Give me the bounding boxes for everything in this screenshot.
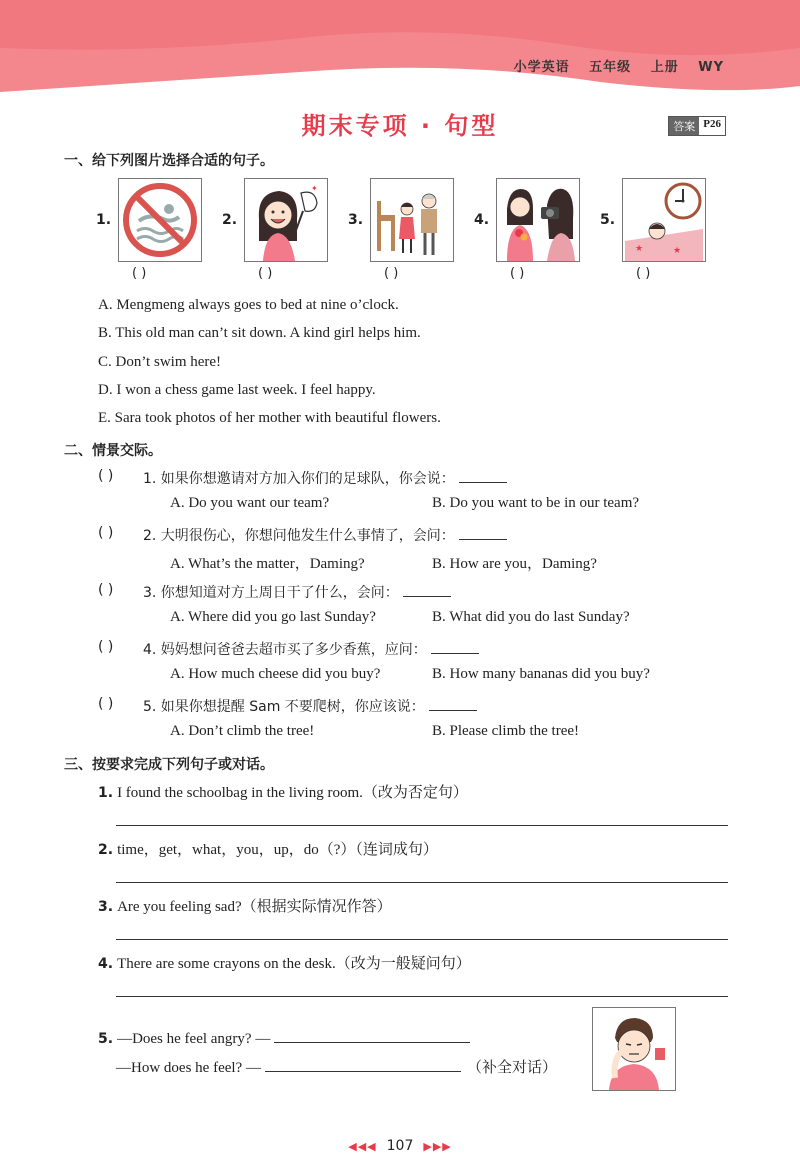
answer-write-line[interactable]: [116, 825, 728, 826]
section1-option-e: E. Sara took photos of her mother with beautiful flowers.: [98, 410, 441, 426]
answer-write-line[interactable]: [116, 939, 728, 940]
rewrite-item-3: [98, 895, 392, 916]
girl-bed-clock-icon: [622, 178, 706, 262]
rewrite-item-number: 3.: [98, 899, 114, 915]
rewrite-item-text: time，get，what，you，up，do（?）（连词成句）: [117, 842, 438, 858]
question-option-a: A. Don’t climb the tree!: [170, 723, 315, 739]
rewrite-item-1: [98, 781, 468, 802]
svg-text:✦: ✦: [311, 184, 318, 193]
question-stem-text: 1. 如果你想邀请对方加入你们的足球队，你会说：: [143, 471, 455, 487]
question-stem-text: 5. 如果你想提醒 Sam 不要爬树，你应该说：: [143, 699, 425, 715]
section3-title: 三、按要求完成下列句子或对话。: [64, 757, 274, 773]
question-answer-paren[interactable]: ( ): [98, 582, 114, 598]
rewrite-item-number: 4.: [98, 956, 114, 972]
picture-item-4: [474, 178, 584, 288]
dialogue-note: （补全对话）: [466, 1060, 557, 1076]
question-stem-text: 3. 你想知道对方上周日干了什么，会问：: [143, 585, 399, 601]
picture-answer-paren[interactable]: ( ): [384, 266, 399, 281]
picture-answer-paren[interactable]: ( ): [258, 266, 273, 281]
dialogue-answer-blank-1[interactable]: [274, 1028, 470, 1043]
dialogue-answer-blank-2[interactable]: [265, 1057, 461, 1072]
question-stem: [143, 639, 479, 659]
picture-item-1: [96, 178, 206, 288]
question-option-a: A. Where did you go last Sunday?: [170, 609, 376, 625]
section1-option-c: C. Don’t swim here!: [98, 354, 222, 370]
dialogue-line-2: [116, 1056, 557, 1077]
answer-blank[interactable]: [459, 525, 507, 540]
section1-option-a: A. Mengmeng always goes to bed at nine o’clock.: [98, 297, 399, 313]
question-option-b: B. How are you，Daming?: [432, 556, 597, 572]
photo-mother-flowers-icon: [496, 178, 580, 262]
question-option-a: A. How much cheese did you buy?: [170, 666, 381, 682]
question-answer-paren[interactable]: ( ): [98, 639, 114, 655]
answer-blank[interactable]: [429, 696, 477, 711]
rewrite-item-text: There are some crayons on the desk.（改为一般疑问句）: [117, 956, 471, 972]
rewrite-item-number: 2.: [98, 842, 114, 858]
page-number: 107: [386, 1138, 414, 1154]
girl-helps-old-man-icon: [370, 178, 454, 262]
svg-text:★: ★: [635, 244, 644, 254]
section2-title: 二、情景交际。: [64, 443, 162, 459]
answer-page: P26: [703, 118, 721, 130]
question-stem-text: 4. 妈妈想问爸爸去超市买了多少香蕉，应问：: [143, 642, 427, 658]
picture-number: 5.: [600, 212, 616, 228]
section1-title: 一、给下列图片选择合适的句子。: [64, 153, 274, 169]
question-option-b: B. How many bananas did you buy?: [432, 666, 650, 682]
dialogue-number: 5.: [98, 1031, 114, 1047]
answer-write-line[interactable]: [116, 882, 728, 883]
header-edition: WY: [698, 60, 724, 75]
picture-answer-paren[interactable]: ( ): [510, 266, 525, 281]
question-option-b: B. What did you do last Sunday?: [432, 609, 630, 625]
question-stem-text: 2. 大明很伤心，你想问他发生什么事情了，会问：: [143, 528, 455, 544]
picture-answer-paren[interactable]: ( ): [636, 266, 651, 281]
question-option-a: A. What’s the matter，Daming?: [170, 556, 365, 572]
section1-option-d: D. I won a chess game last week. I feel happy.: [98, 382, 376, 398]
svg-text:★: ★: [673, 246, 682, 256]
picture-item-2: [222, 178, 332, 288]
picture-number: 3.: [348, 212, 364, 228]
question-stem: [143, 468, 507, 488]
picture-number: 4.: [474, 212, 490, 228]
picture-number: 2.: [222, 212, 238, 228]
rewrite-item-4: [98, 952, 471, 973]
rewrite-item-number: 1.: [98, 785, 114, 801]
answer-blank[interactable]: [431, 639, 479, 654]
no-swimming-icon: [118, 178, 202, 262]
header-term: 上册: [650, 60, 679, 75]
picture-item-3: [348, 178, 458, 288]
page-footer: [0, 1138, 800, 1154]
question-stem: [143, 525, 507, 545]
dialogue-question-1: —Does he feel angry? —: [117, 1031, 271, 1047]
question-answer-paren[interactable]: ( ): [98, 696, 114, 712]
answer-label: 答案: [669, 117, 699, 135]
rewrite-item-text: Are you feeling sad?（根据实际情况作答）: [117, 899, 392, 915]
footer-left-arrows: ◀◀◀: [348, 1140, 377, 1153]
picture-number: 1.: [96, 212, 112, 228]
answer-blank[interactable]: [403, 582, 451, 597]
happy-girl-trophy-icon: [244, 178, 328, 262]
header-band: [0, 0, 800, 100]
question-option-b: B. Do you want to be in our team?: [432, 495, 640, 511]
question-stem: [143, 696, 477, 716]
answer-blank[interactable]: [459, 468, 507, 483]
picture-answer-paren[interactable]: ( ): [132, 266, 147, 281]
page-title: 期末专项 · 句型: [301, 112, 499, 140]
question-stem: [143, 582, 451, 602]
picture-item-5: [600, 178, 710, 288]
thinking-boy-icon: [592, 1007, 676, 1091]
question-option-b: B. Please climb the tree!: [432, 723, 580, 739]
footer-right-arrows: ▶▶▶: [423, 1140, 452, 1153]
section1-option-b: B. This old man can’t sit down. A kind girl helps him.: [98, 325, 421, 341]
question-answer-paren[interactable]: ( ): [98, 468, 114, 484]
question-answer-paren[interactable]: ( ): [98, 525, 114, 541]
dialogue-line-1: [98, 1028, 470, 1048]
rewrite-item-2: [98, 838, 438, 859]
header-meta: [500, 56, 724, 75]
dialogue-question-2: —How does he feel? —: [116, 1060, 261, 1076]
question-option-a: A. Do you want our team?: [170, 495, 330, 511]
rewrite-item-text: I found the schoolbag in the living room.（改为否定句）: [117, 785, 468, 801]
header-subject: 小学英语: [513, 60, 570, 75]
header-grade: 五年级: [589, 60, 632, 75]
answer-reference: [668, 116, 726, 136]
answer-write-line[interactable]: [116, 996, 728, 997]
